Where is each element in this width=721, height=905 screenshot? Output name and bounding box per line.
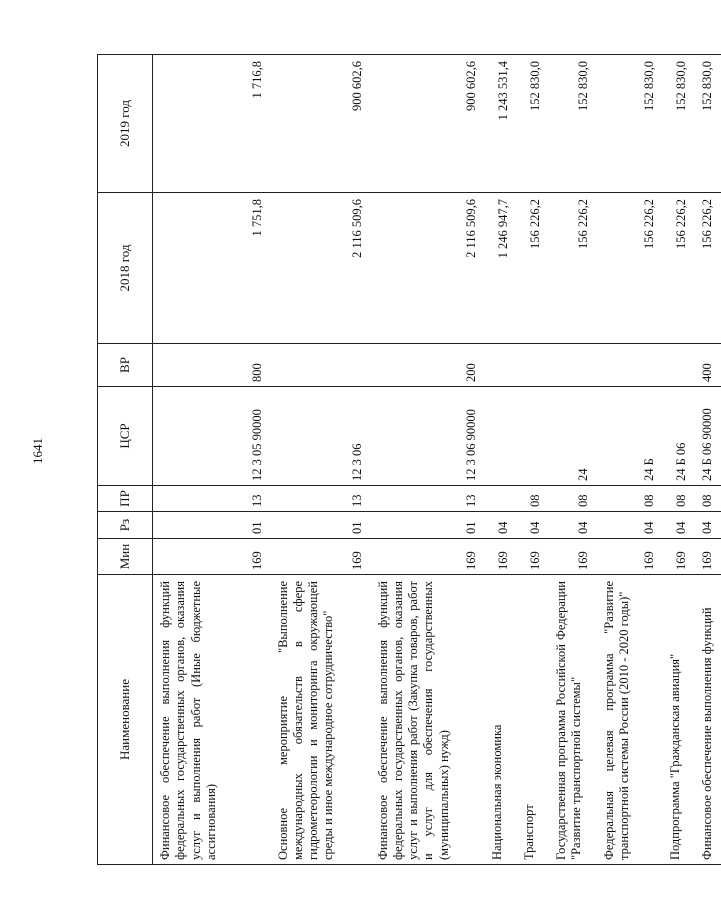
row-csr: 24 (549, 387, 597, 486)
page-number: 1641 (30, 438, 45, 464)
row-2018: 1 246 947,7 (485, 193, 517, 344)
row-vr: 800 (153, 344, 271, 387)
row-name: Федеральная целевая программа "Развитие транспортной системы России (2010 - 2020 годы)" (597, 575, 663, 865)
row-rz: 04 (549, 512, 597, 539)
row-pr: 13 (153, 486, 271, 512)
row-pr: 08 (695, 486, 721, 512)
row-vr (663, 344, 695, 387)
header-vr: ВР (98, 344, 153, 387)
row-2019: 152 830,0 (695, 55, 721, 193)
row-csr: 12 3 05 90000 (153, 387, 271, 486)
row-2019: 1 243 531,4 (485, 55, 517, 193)
row-rz: 04 (597, 512, 663, 539)
header-2019: 2019 год (98, 55, 153, 193)
row-min: 169 (517, 539, 549, 575)
row-vr (271, 344, 371, 387)
row-rz: 01 (153, 512, 271, 539)
row-rz: 04 (695, 512, 721, 539)
row-name: Транспорт (517, 575, 549, 865)
row-2019: 152 830,0 (517, 55, 549, 193)
header-min: Мин (98, 539, 153, 575)
table-row (663, 55, 695, 865)
row-pr: 08 (663, 486, 695, 512)
row-csr: 12 3 06 90000 (371, 387, 485, 486)
row-vr (549, 344, 597, 387)
row-2019: 152 830,0 (549, 55, 597, 193)
row-pr: 08 (549, 486, 597, 512)
header-pr: ПР (98, 486, 153, 512)
row-csr (485, 387, 517, 486)
row-min: 169 (271, 539, 371, 575)
row-min: 169 (549, 539, 597, 575)
row-vr (597, 344, 663, 387)
row-pr: 08 (597, 486, 663, 512)
row-name: Основное мероприятие "Выполнение международных обязательств в сфере гидрометеорологии и мониторинга окружающей среды и иное международное сотрудничество" (271, 575, 371, 865)
row-name: Финансовое обеспечение выполнения функций федеральных государственных органов, оказания услуг и выполнения работ (Закупка товаров, работ и услуг для обеспечения государственных (муниципальных) нужд) (371, 575, 485, 865)
table-row (271, 55, 371, 865)
row-csr: 24 Б 06 90000 (695, 387, 721, 486)
header-name: Наименование (98, 575, 153, 865)
row-2018: 2 116 509,6 (271, 193, 371, 344)
row-vr (485, 344, 517, 387)
row-2019: 900 602,6 (371, 55, 485, 193)
row-pr: 13 (371, 486, 485, 512)
row-rz: 04 (663, 512, 695, 539)
row-min: 169 (153, 539, 271, 575)
row-2018: 156 226,2 (597, 193, 663, 344)
table-row (153, 55, 271, 865)
row-rz: 01 (371, 512, 485, 539)
row-csr: 24 Б (597, 387, 663, 486)
row-pr (485, 486, 517, 512)
table-row (517, 55, 549, 865)
table-row (597, 55, 663, 865)
table-header-row (98, 55, 153, 865)
row-rz: 01 (271, 512, 371, 539)
row-name: Государственная программа Российской Федерации "Развитие транспортной системы" (549, 575, 597, 865)
row-min: 169 (485, 539, 517, 575)
row-csr: 12 3 06 (271, 387, 371, 486)
row-name: Подпрограмма "Гражданская авиация" (663, 575, 695, 865)
row-csr: 24 Б 06 (663, 387, 695, 486)
row-min: 169 (597, 539, 663, 575)
row-pr: 13 (271, 486, 371, 512)
row-2018: 156 226,2 (517, 193, 549, 344)
row-name: Национальная экономика (485, 575, 517, 865)
row-min: 169 (371, 539, 485, 575)
row-name: Финансовое обеспечение выполнения функций федеральных государственных органов, оказания услуг и выполнения работ (Иные бюджетные ассигнования) (153, 575, 271, 865)
budget-table-frame (97, 55, 715, 865)
row-vr: 400 (695, 344, 721, 387)
row-csr (517, 387, 549, 486)
row-2018: 2 116 509,6 (371, 193, 485, 344)
table-row (485, 55, 517, 865)
row-min: 169 (695, 539, 721, 575)
row-2019: 152 830,0 (663, 55, 695, 193)
row-name: Финансовое обеспечение выполнения функций (695, 575, 721, 865)
row-2018: 1 751,8 (153, 193, 271, 344)
row-2019: 152 830,0 (597, 55, 663, 193)
table-row (549, 55, 597, 865)
row-vr (517, 344, 549, 387)
row-2018: 156 226,2 (695, 193, 721, 344)
header-csr: ЦСР (98, 387, 153, 486)
row-rz: 04 (517, 512, 549, 539)
header-rz: Рз (98, 512, 153, 539)
table-row (371, 55, 485, 865)
row-rz: 04 (485, 512, 517, 539)
row-2018: 156 226,2 (663, 193, 695, 344)
row-2018: 156 226,2 (549, 193, 597, 344)
header-2018: 2018 год (98, 193, 153, 344)
row-vr: 200 (371, 344, 485, 387)
budget-table (97, 54, 721, 865)
row-2019: 900 602,6 (271, 55, 371, 193)
row-min: 169 (663, 539, 695, 575)
table-row (695, 55, 721, 865)
row-pr: 08 (517, 486, 549, 512)
row-2019: 1 716,8 (153, 55, 271, 193)
